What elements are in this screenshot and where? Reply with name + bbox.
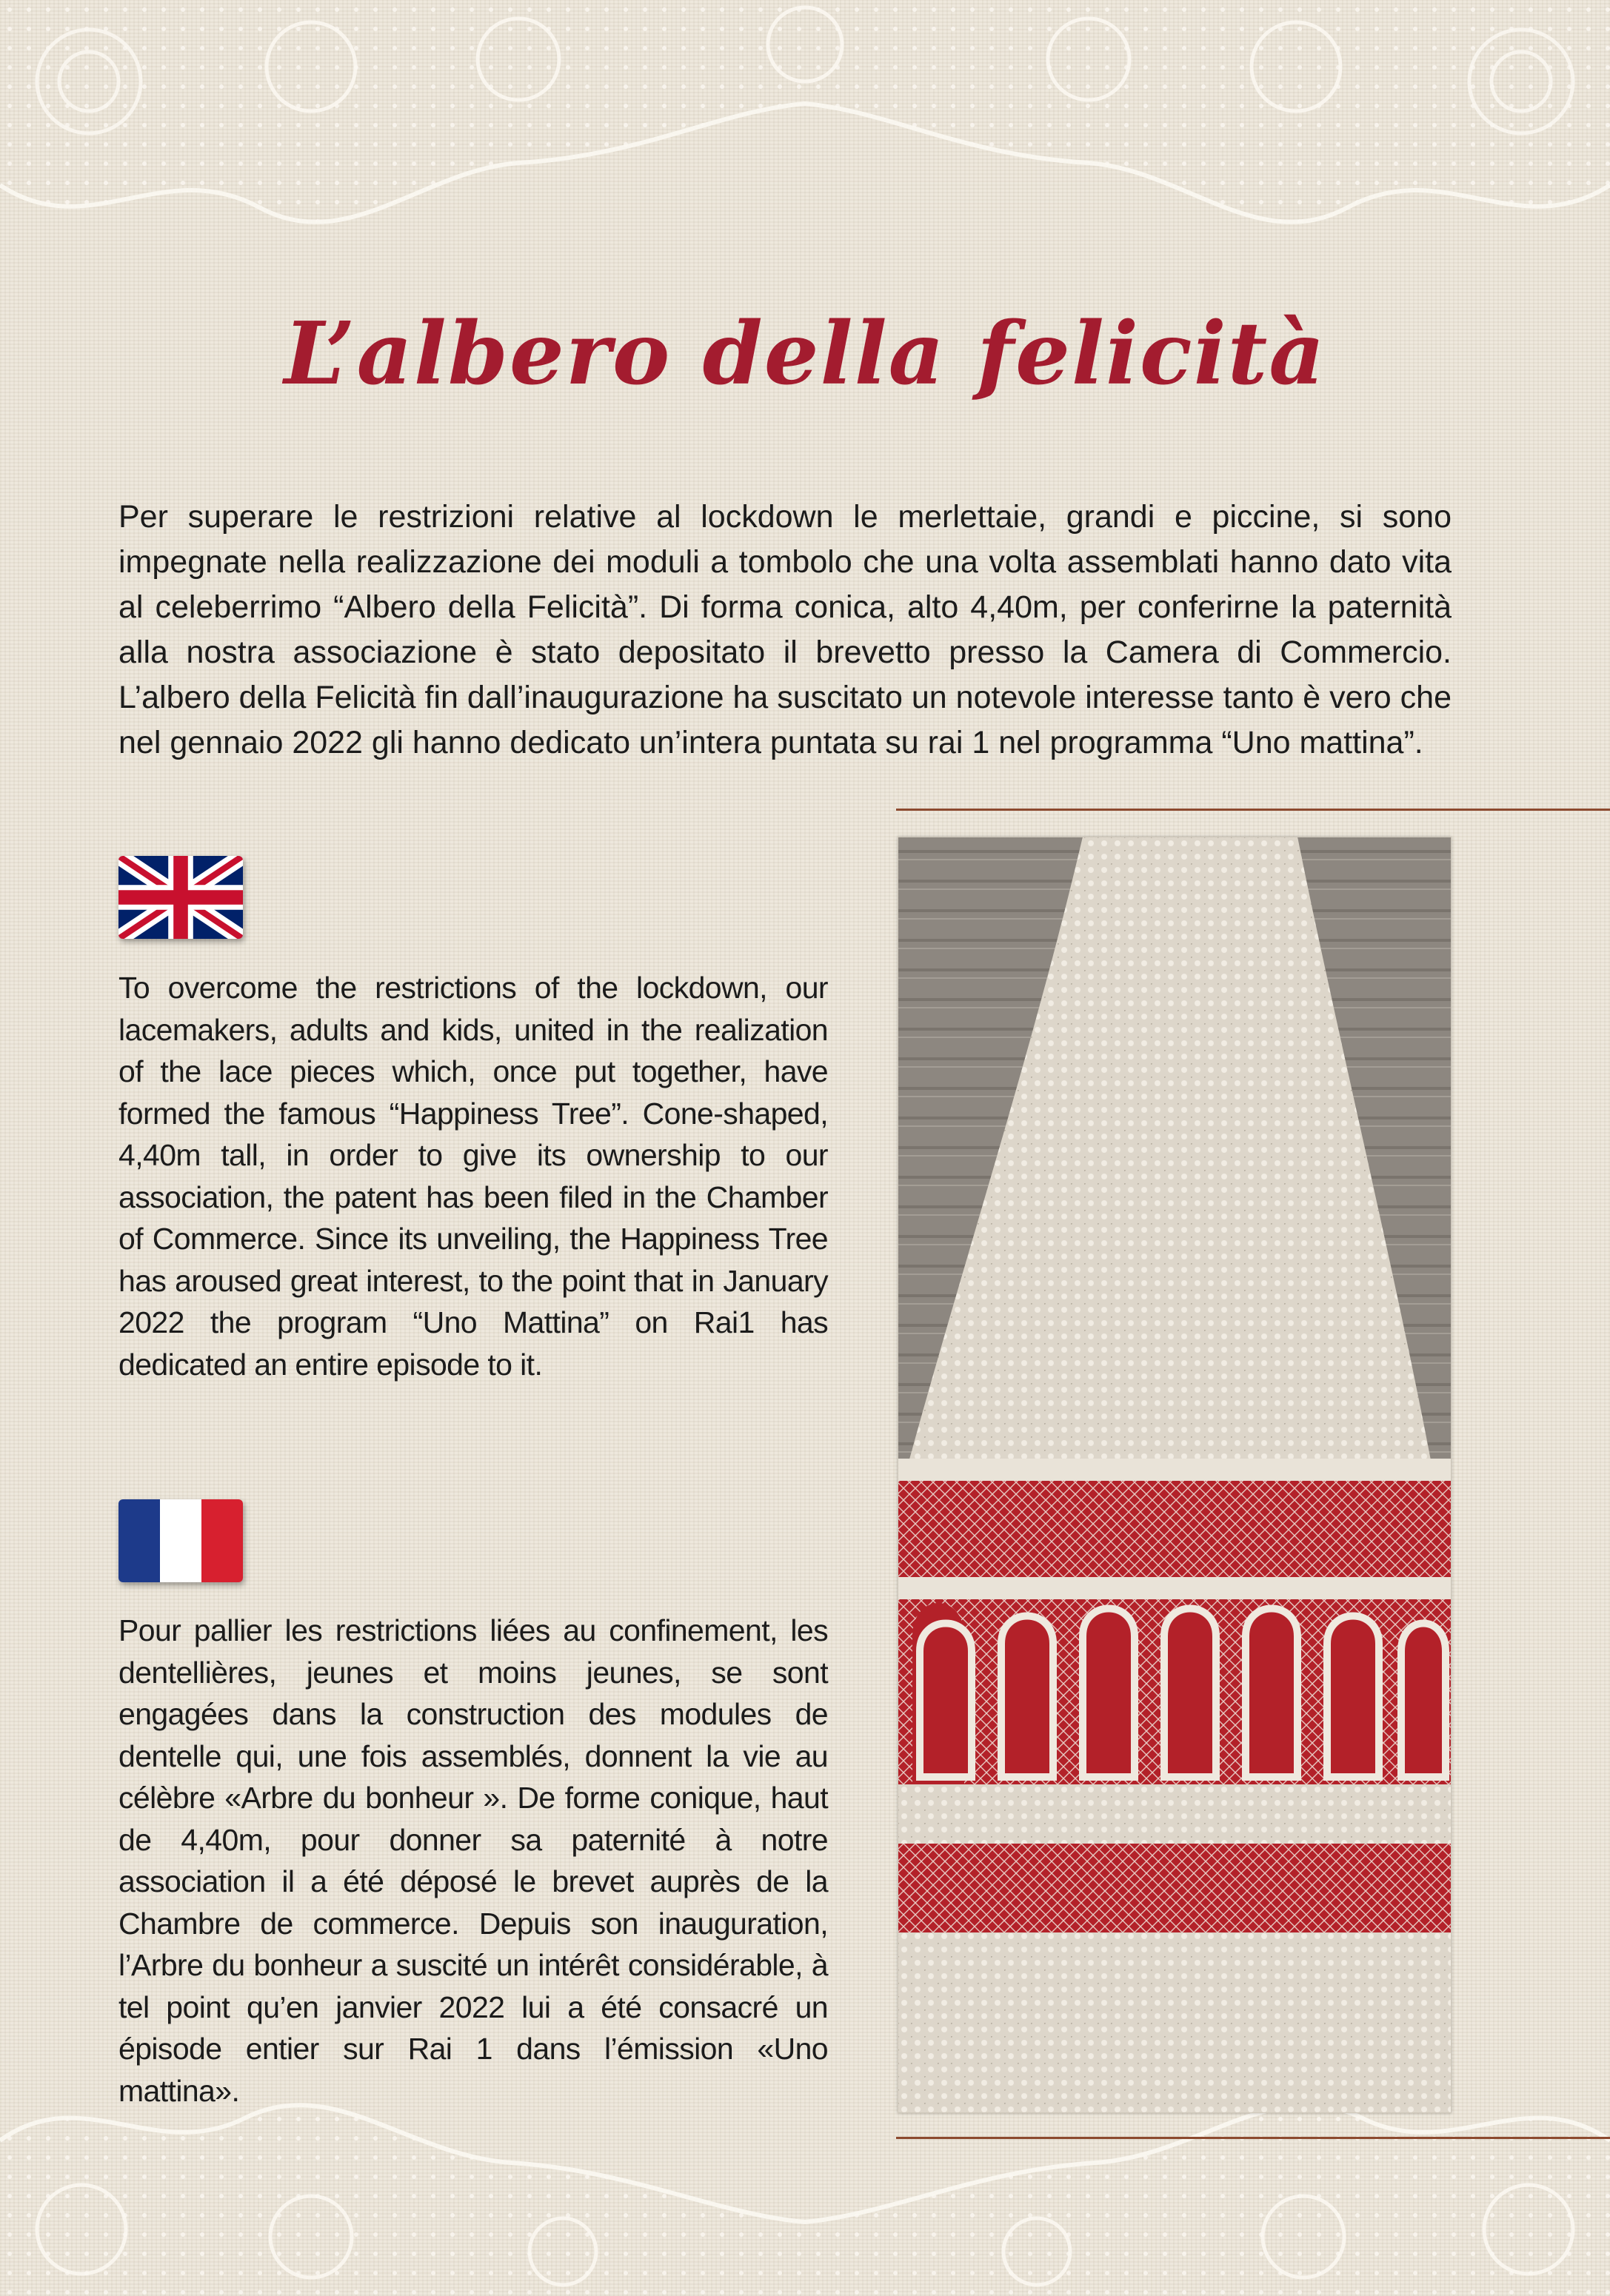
happiness-tree-photo xyxy=(898,837,1452,2113)
french-paragraph: Pour pallier les restrictions liées au confinement, les dentellières, jeunes et moins jeunes, se sont engagées dans la construction des modules de dentelle qui, une fois assemblés, donnent la vie au célèbre «Arbre du bonheur ». De forme conique, haut de 4,40m, pour donner sa paternité à notre association il a été déposé le brevet auprès de la Chambre de commerce. Depuis son inauguration, l’Arbre du bonheur a suscité un intérêt considérable, à tel point qu’en janvier 2022 lui a été consacré un épisode entier sur Rai 1 dans l’émission «Uno mattina». xyxy=(118,1613,828,2108)
english-paragraph: To overcome the restrictions of the lockdown, our lacemakers, adults and kids, united in the realization of the lace pieces which, once put together, have formed the famous “Happiness Tree”. Cone-shaped, 4,40m tall, in order to give its ownership to our association, the patent has been filed in the Chamber of Commerce. Since its unveiling, the Happiness Tree has aroused great interest, to the point that in January 2022 the program “Uno Mattina” on Rai1 has dedicated an entire episode to it. xyxy=(118,971,828,1382)
page-title: L’albero della felicità xyxy=(284,304,1326,404)
france-flag-icon xyxy=(118,1499,243,1582)
lace-border-top xyxy=(0,0,1610,281)
divider-rule-top xyxy=(896,809,1610,811)
uk-flag-icon xyxy=(118,856,243,939)
divider-rule-bottom xyxy=(896,2137,1610,2139)
italian-paragraph: Per superare le restrizioni relative al lockdown le merlettaie, grandi e piccine, si sono impegnate nella realizzazione dei moduli a tombolo che una volta assemblati hanno dato vita al celeberrimo “Albero della Felicità”. Di forma conica, alto 4,40m, per conferirne la paternità alla nostra associazione è stato depositato il brevetto presso la Camera di Commercio. L’albero della Felicità fin dall’inaugurazione ha suscitato un notevole interesse tanto è vero che nel gennaio 2022 gli hanno dedicato un’intera puntata su rai 1 nel programma “Uno mattina”. xyxy=(118,499,1452,760)
